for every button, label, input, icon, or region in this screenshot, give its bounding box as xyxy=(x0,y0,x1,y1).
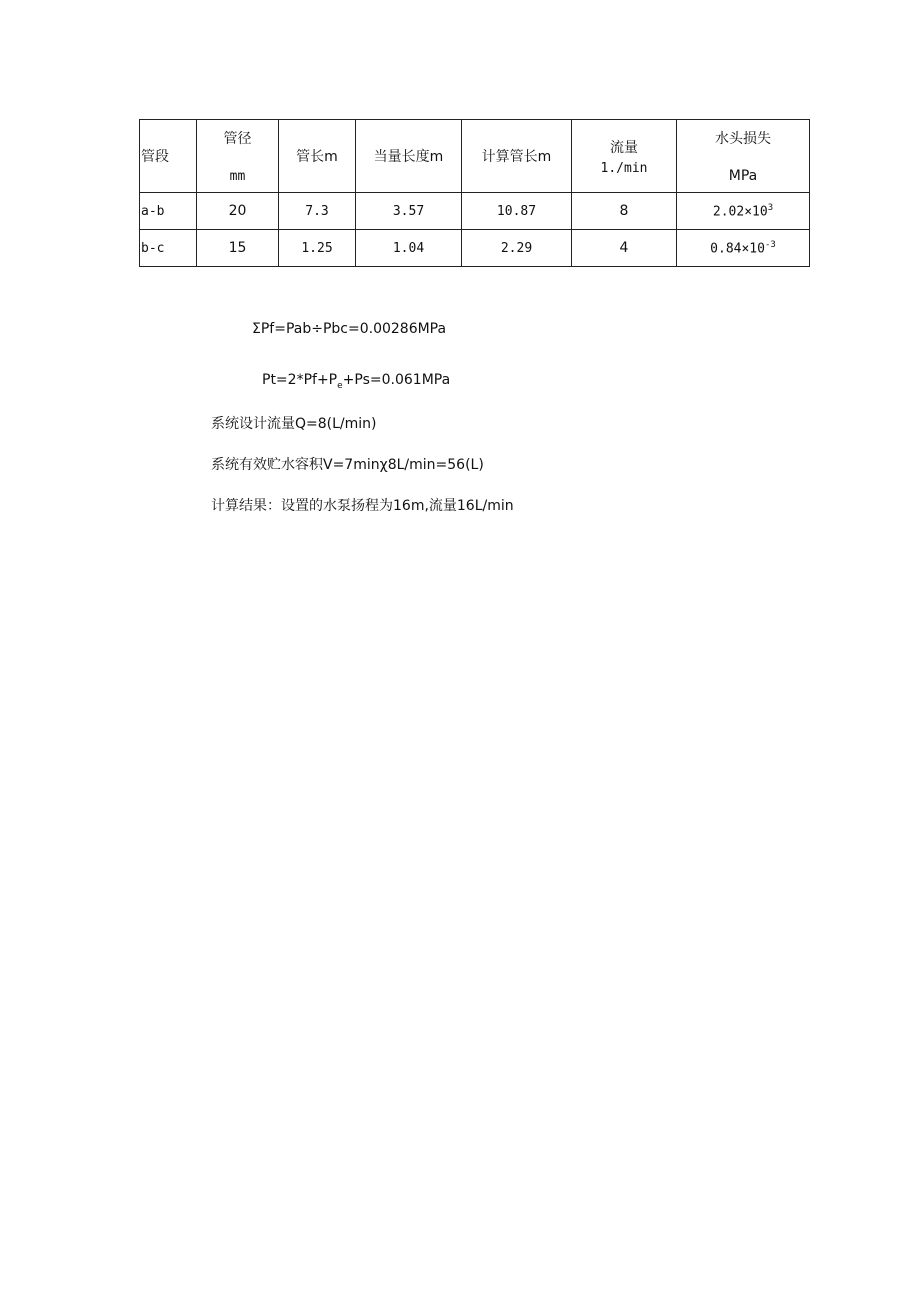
cell-diameter: 15 xyxy=(197,230,279,267)
cell-equiv-length: 3.57 xyxy=(356,193,462,230)
header-segment xyxy=(140,120,197,193)
pt-formula-suffix: +Ps=0.061MPa xyxy=(342,372,451,388)
cell-pipe-length: 1.25 xyxy=(279,230,356,267)
cell-segment: a-b xyxy=(140,193,197,230)
header-calc-length-label: 计算管长m xyxy=(481,149,552,165)
cell-flow: 8 xyxy=(572,193,677,230)
pt-formula xyxy=(262,372,450,391)
cell-calc-length: 10.87 xyxy=(462,193,572,230)
table-row xyxy=(140,230,810,267)
header-calc-length xyxy=(462,120,572,193)
cell-equiv-length: 1.04 xyxy=(356,230,462,267)
header-head-loss-unit: MPa xyxy=(728,168,758,184)
pt-formula-prefix: Pt=2*Pf+P xyxy=(262,372,338,388)
header-flow-label: 流量 xyxy=(610,139,638,156)
header-flow xyxy=(572,120,677,193)
pt-formula-subscript: e xyxy=(337,380,343,391)
header-diameter xyxy=(197,120,279,193)
cell-head-loss xyxy=(677,193,810,230)
head-loss-base: 2.02×10 xyxy=(712,204,768,220)
cell-pipe-length: 7.3 xyxy=(279,193,356,230)
cell-calc-length: 2.29 xyxy=(462,230,572,267)
header-head-loss xyxy=(677,120,810,193)
table-row xyxy=(140,193,810,230)
design-flow-line: 系统设计流量Q=8(L/min) xyxy=(211,416,377,432)
header-segment-label: 管段 xyxy=(141,149,169,165)
cell-flow: 4 xyxy=(572,230,677,267)
cell-segment: b-c xyxy=(140,230,197,267)
head-loss-base: 0.84×10 xyxy=(710,241,765,257)
pipe-calculation-table xyxy=(139,119,810,267)
header-flow-unit: 1./min xyxy=(600,160,648,176)
header-equiv-length xyxy=(356,120,462,193)
storage-volume-line: 系统有效贮水容积V=7minχ8L/min=56(L) xyxy=(211,457,484,473)
head-loss-exponent: -3 xyxy=(764,239,776,250)
table-header-row xyxy=(140,120,810,193)
head-loss-exponent: 3 xyxy=(767,202,774,213)
header-pipe-length xyxy=(279,120,356,193)
result-line: 计算结果：设置的水泵扬程为16m,流量16L/min xyxy=(211,498,514,514)
header-pipe-length-label: 管长m xyxy=(296,149,338,165)
header-diameter-label: 管径 xyxy=(223,131,252,147)
cell-head-loss xyxy=(677,230,810,267)
header-diameter-unit: mm xyxy=(229,169,246,184)
header-head-loss-label: 水头损失 xyxy=(715,131,771,147)
header-equiv-length-label: 当量长度m xyxy=(373,149,444,165)
cell-diameter: 20 xyxy=(197,193,279,230)
sum-pf-formula: ΣPf=Pab÷Pbc=0.00286MPa xyxy=(252,321,447,337)
